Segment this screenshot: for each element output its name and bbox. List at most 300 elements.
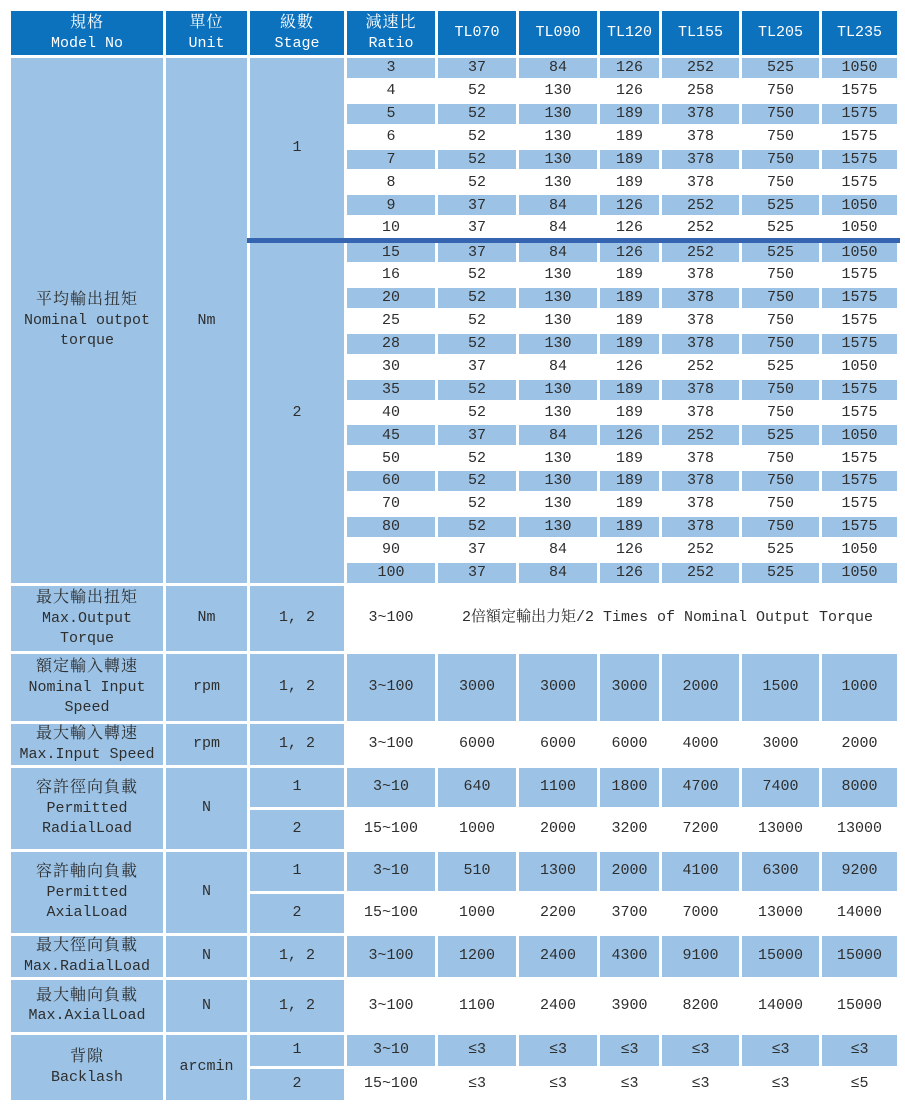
value-cell-TL090: 130 <box>518 332 599 355</box>
value-cell-TL090: 130 <box>518 125 599 148</box>
ratio-cell: 35 <box>346 378 437 401</box>
unit-permitted-radial-load: N <box>165 766 249 850</box>
value-cell-TL235: 1050 <box>821 424 899 447</box>
col-header-tl205: TL205 <box>741 10 821 57</box>
value-cell-TL070: 1100 <box>437 978 518 1033</box>
value-cell-TL235: 1575 <box>821 102 899 125</box>
value-cell-TL070: 37 <box>437 424 518 447</box>
ratio-cell: 90 <box>346 538 437 561</box>
value-cell-TL120: 126 <box>599 240 661 264</box>
col-header-unit <box>165 10 249 57</box>
value-cell-TL090: 130 <box>518 148 599 171</box>
value-cell-TL205: 13000 <box>741 808 821 850</box>
value-cell-TL090: 84 <box>518 194 599 217</box>
col-header-model-no <box>10 10 165 57</box>
value-cell-TL070: 37 <box>437 355 518 378</box>
value-cell-TL120: 189 <box>599 148 661 171</box>
value-cell-TL205: 750 <box>741 79 821 102</box>
ratio-cell: 9 <box>346 194 437 217</box>
col-header-tl070: TL070 <box>437 10 518 57</box>
stage-cell: 1 <box>249 1033 346 1067</box>
value-cell-TL235: 1575 <box>821 493 899 516</box>
stage-cell: 2 <box>249 892 346 934</box>
value-cell-TL120: 189 <box>599 264 661 287</box>
value-cell-TL235: 1575 <box>821 171 899 194</box>
ratio-cell: 16 <box>346 264 437 287</box>
value-cell-TL070: 52 <box>437 470 518 493</box>
col-header-stage <box>249 10 346 57</box>
value-cell-TL205: 7400 <box>741 766 821 808</box>
ratio-cell: 100 <box>346 561 437 584</box>
value-cell-TL120: 126 <box>599 355 661 378</box>
value-cell-TL120: 126 <box>599 57 661 80</box>
ratio-cell: 3~10 <box>346 766 437 808</box>
stage-cell: 1, 2 <box>249 978 346 1033</box>
value-cell-TL235: 1050 <box>821 217 899 241</box>
ratio-cell: 80 <box>346 516 437 539</box>
value-cell-TL120: 2000 <box>599 850 661 892</box>
permitted-axial-load-row-1 <box>10 850 899 892</box>
label-line: 最大軸向負載 <box>35 986 138 1005</box>
value-cell-TL070: 37 <box>437 194 518 217</box>
value-cell-TL235: 1000 <box>821 652 899 722</box>
value-cell-TL070: 52 <box>437 493 518 516</box>
unit-max-input-speed: rpm <box>165 722 249 766</box>
ratio-cell: 4 <box>346 79 437 102</box>
value-cell-TL155: 258 <box>661 79 741 102</box>
header-ratio-en: Ratio <box>368 34 414 52</box>
value-cell-TL090: 84 <box>518 561 599 584</box>
value-cell-TL235: 1050 <box>821 355 899 378</box>
value-cell-TL235: 8000 <box>821 766 899 808</box>
value-cell-TL155: 7000 <box>661 892 741 934</box>
label-line: 容許徑向負載 <box>35 779 138 798</box>
value-cell-TL070: 52 <box>437 378 518 401</box>
stage-cell: 1 <box>249 766 346 808</box>
ratio-cell: 60 <box>346 470 437 493</box>
value-cell-TL155: 378 <box>661 102 741 125</box>
value-cell-TL090: 130 <box>518 102 599 125</box>
value-cell-TL205: 750 <box>741 125 821 148</box>
value-cell-TL155: 252 <box>661 561 741 584</box>
value-cell-TL155: 252 <box>661 240 741 264</box>
value-cell-TL235: 15000 <box>821 978 899 1033</box>
value-cell-TL090: 84 <box>518 355 599 378</box>
unit-backlash: arcmin <box>165 1033 249 1101</box>
value-cell-TL155: 4700 <box>661 766 741 808</box>
value-cell-TL120: 3900 <box>599 978 661 1033</box>
value-cell-TL205: 750 <box>741 102 821 125</box>
label-line: 最大輸入轉速 <box>35 725 138 744</box>
col-header-ratio <box>346 10 437 57</box>
value-cell-TL155: 378 <box>661 171 741 194</box>
ratio-cell: 40 <box>346 401 437 424</box>
value-cell-TL120: 189 <box>599 125 661 148</box>
ratio-cell: 8 <box>346 171 437 194</box>
ratio-cell: 3 <box>346 57 437 80</box>
label-line: Max.RadialLoad <box>23 957 151 975</box>
value-cell-TL235: 1575 <box>821 125 899 148</box>
value-cell-TL090: 2000 <box>518 808 599 850</box>
value-cell-TL070: 52 <box>437 148 518 171</box>
table-body <box>10 57 899 1102</box>
value-cell-TL235: 1575 <box>821 401 899 424</box>
value-cell-TL120: 126 <box>599 194 661 217</box>
value-cell-TL235: 13000 <box>821 808 899 850</box>
col-header-tl235: TL235 <box>821 10 899 57</box>
value-cell-TL235: 1575 <box>821 516 899 539</box>
value-cell-TL155: 378 <box>661 332 741 355</box>
value-cell-TL155: 252 <box>661 57 741 80</box>
value-cell-TL155: ≤3 <box>661 1033 741 1067</box>
header-model-no-zh: 規格 <box>69 13 104 32</box>
value-cell-TL155: 378 <box>661 310 741 333</box>
label-line: AxialLoad <box>46 903 128 921</box>
ratio-cell: 15~100 <box>346 808 437 850</box>
value-cell-TL090: 130 <box>518 264 599 287</box>
table-header <box>10 10 899 57</box>
ratio-cell: 28 <box>346 332 437 355</box>
value-cell-TL120: 189 <box>599 401 661 424</box>
row-label-max-input-speed <box>10 722 165 766</box>
max-output-torque-row-1 <box>10 584 899 652</box>
value-cell-TL070: 1000 <box>437 892 518 934</box>
value-cell-TL070: 37 <box>437 561 518 584</box>
value-cell-TL235: 14000 <box>821 892 899 934</box>
value-cell-TL155: 252 <box>661 538 741 561</box>
header-stage-en: Stage <box>274 34 320 52</box>
header-row <box>10 10 899 57</box>
value-cell-TL235: 1575 <box>821 264 899 287</box>
value-cell-TL205: 14000 <box>741 978 821 1033</box>
value-cell-TL235: 1050 <box>821 194 899 217</box>
label-line: 容許軸向負載 <box>35 863 138 882</box>
value-cell-TL120: 6000 <box>599 722 661 766</box>
value-cell-TL070: ≤3 <box>437 1033 518 1067</box>
ratio-cell: 3~100 <box>346 978 437 1033</box>
value-cell-TL155: 252 <box>661 217 741 241</box>
value-cell-TL070: 52 <box>437 125 518 148</box>
label-line: Torque <box>59 629 114 647</box>
label-line: Permitted <box>46 884 128 902</box>
value-cell-TL205: 1500 <box>741 652 821 722</box>
value-cell-TL090: 6000 <box>518 722 599 766</box>
label-line: Max.AxialLoad <box>28 1007 146 1025</box>
col-header-tl090: TL090 <box>518 10 599 57</box>
value-cell-TL205: 3000 <box>741 722 821 766</box>
value-cell-TL120: 189 <box>599 447 661 470</box>
row-label-nominal-torque <box>10 57 165 585</box>
value-cell-TL120: 126 <box>599 538 661 561</box>
value-cell-TL070: 37 <box>437 538 518 561</box>
value-cell-TL120: 3000 <box>599 652 661 722</box>
value-cell-TL090: ≤3 <box>518 1067 599 1101</box>
value-cell-TL120: ≤3 <box>599 1033 661 1067</box>
value-cell-TL120: 189 <box>599 287 661 310</box>
ratio-cell: 45 <box>346 424 437 447</box>
value-cell-TL120: 189 <box>599 310 661 333</box>
value-cell-TL205: 525 <box>741 424 821 447</box>
label-line: Max.Input Speed <box>19 745 155 763</box>
value-cell-TL120: 126 <box>599 561 661 584</box>
value-cell-TL155: 378 <box>661 401 741 424</box>
value-cell-TL155: 378 <box>661 447 741 470</box>
value-cell-TL070: 52 <box>437 79 518 102</box>
row-label-permitted-axial-load <box>10 850 165 934</box>
value-cell-TL155: 378 <box>661 264 741 287</box>
value-cell-TL090: 130 <box>518 171 599 194</box>
value-cell-TL090: 130 <box>518 378 599 401</box>
ratio-cell: 7 <box>346 148 437 171</box>
value-cell-TL070: 510 <box>437 850 518 892</box>
row-label-permitted-radial-load <box>10 766 165 850</box>
header-ratio-zh: 減速比 <box>365 13 417 32</box>
permitted-radial-load-row-1 <box>10 766 899 808</box>
value-cell-TL155: 9100 <box>661 934 741 978</box>
value-cell-TL090: 1300 <box>518 850 599 892</box>
stage-cell: 2 <box>249 1067 346 1101</box>
value-cell-TL205: 525 <box>741 217 821 241</box>
unit-permitted-axial-load: N <box>165 850 249 934</box>
value-cell-TL120: 189 <box>599 516 661 539</box>
row-label-max-axial-load <box>10 978 165 1033</box>
value-cell-TL090: 130 <box>518 79 599 102</box>
value-cell-TL090: 84 <box>518 424 599 447</box>
value-cell-TL205: 750 <box>741 171 821 194</box>
value-cell-TL205: 750 <box>741 401 821 424</box>
label-line: Permitted <box>46 800 128 818</box>
label-line: RadialLoad <box>41 819 132 837</box>
value-cell-TL205: 525 <box>741 240 821 264</box>
value-cell-TL235: 1575 <box>821 332 899 355</box>
max-input-speed-row-1 <box>10 722 899 766</box>
value-cell-TL120: 189 <box>599 332 661 355</box>
value-cell-TL155: 378 <box>661 148 741 171</box>
value-cell-TL155: 8200 <box>661 978 741 1033</box>
value-cell-TL155: 378 <box>661 516 741 539</box>
value-cell-TL235: 1575 <box>821 310 899 333</box>
ratio-cell: 30 <box>346 355 437 378</box>
ratio-cell: 6 <box>346 125 437 148</box>
value-cell-TL235: 1575 <box>821 470 899 493</box>
row-label-nominal-input-speed <box>10 652 165 722</box>
value-cell-TL120: ≤3 <box>599 1067 661 1101</box>
label-line: 最大徑向負載 <box>35 937 138 956</box>
value-cell-TL090: 84 <box>518 240 599 264</box>
value-cell-TL070: 52 <box>437 102 518 125</box>
label-line: 額定輸入轉速 <box>35 658 138 677</box>
row-label-backlash <box>10 1033 165 1101</box>
value-cell-TL070: 1000 <box>437 808 518 850</box>
value-cell-TL090: 2400 <box>518 934 599 978</box>
ratio-cell: 3~100 <box>346 652 437 722</box>
value-cell-TL120: 189 <box>599 102 661 125</box>
value-cell-TL120: 4300 <box>599 934 661 978</box>
nominal-input-speed-row-1 <box>10 652 899 722</box>
stage-cell: 1, 2 <box>249 584 346 652</box>
value-cell-TL070: 37 <box>437 217 518 241</box>
value-cell-TL090: 130 <box>518 516 599 539</box>
ratio-cell: 50 <box>346 447 437 470</box>
ratio-cell: 15~100 <box>346 1067 437 1101</box>
value-cell-TL120: 189 <box>599 171 661 194</box>
ratio-cell: 70 <box>346 493 437 516</box>
unit-max-output-torque: Nm <box>165 584 249 652</box>
value-cell-TL070: 52 <box>437 401 518 424</box>
value-cell-TL205: ≤3 <box>741 1033 821 1067</box>
value-cell-TL090: 2200 <box>518 892 599 934</box>
value-cell-TL070: 52 <box>437 264 518 287</box>
value-cell-TL090: ≤3 <box>518 1033 599 1067</box>
value-cell-TL235: 1050 <box>821 57 899 80</box>
value-cell-TL090: 130 <box>518 401 599 424</box>
value-cell-TL090: 130 <box>518 287 599 310</box>
label-line: Nominal Input <box>28 679 146 697</box>
value-cell-TL090: 2400 <box>518 978 599 1033</box>
unit-max-radial-load: N <box>165 934 249 978</box>
ratio-cell: 15 <box>346 240 437 264</box>
value-cell-TL205: 525 <box>741 355 821 378</box>
value-cell-TL120: 126 <box>599 424 661 447</box>
value-cell-TL155: 378 <box>661 493 741 516</box>
ratio-cell: 3~10 <box>346 850 437 892</box>
value-cell-TL120: 189 <box>599 378 661 401</box>
value-cell-TL090: 84 <box>518 538 599 561</box>
row-label-max-output-torque <box>10 584 165 652</box>
value-cell-TL070: 6000 <box>437 722 518 766</box>
value-cell-TL205: 750 <box>741 148 821 171</box>
value-cell-TL090: 130 <box>518 310 599 333</box>
value-cell-TL070: 3000 <box>437 652 518 722</box>
value-cell-TL235: ≤5 <box>821 1067 899 1101</box>
ratio-cell: 20 <box>346 287 437 310</box>
label-line: 背隙 <box>69 1048 104 1067</box>
label-line: Speed <box>64 698 110 716</box>
value-cell-TL205: 750 <box>741 264 821 287</box>
value-cell-TL235: 1050 <box>821 561 899 584</box>
value-cell-TL120: 3700 <box>599 892 661 934</box>
value-cell-TL235: 1575 <box>821 378 899 401</box>
value-cell-TL070: 52 <box>437 447 518 470</box>
value-cell-TL090: 1100 <box>518 766 599 808</box>
max-radial-load-row-1 <box>10 934 899 978</box>
value-cell-TL205: 13000 <box>741 892 821 934</box>
label-line: 最大輸出扭矩 <box>35 589 138 608</box>
value-cell-TL070: 52 <box>437 516 518 539</box>
value-cell-TL205: ≤3 <box>741 1067 821 1101</box>
ratio-cell: 10 <box>346 217 437 241</box>
value-cell-TL155: 378 <box>661 125 741 148</box>
label-line: Backlash <box>50 1068 123 1086</box>
value-cell-TL235: 1575 <box>821 79 899 102</box>
torque-row-ratio-3 <box>10 57 899 80</box>
value-cell-TL205: 750 <box>741 516 821 539</box>
value-cell-TL090: 130 <box>518 470 599 493</box>
value-cell-TL090: 84 <box>518 217 599 241</box>
row-label-max-radial-load <box>10 934 165 978</box>
value-cell-TL205: 15000 <box>741 934 821 978</box>
max-axial-load-row-1 <box>10 978 899 1033</box>
header-model-no-en: Model No <box>50 34 123 52</box>
value-cell-TL120: 189 <box>599 470 661 493</box>
ratio-cell: 25 <box>346 310 437 333</box>
value-cell-TL070: 37 <box>437 57 518 80</box>
value-cell-TL155: 252 <box>661 424 741 447</box>
value-cell-TL070: 52 <box>437 287 518 310</box>
value-cell-TL155: 378 <box>661 378 741 401</box>
label-line: Max.Output <box>41 610 132 628</box>
header-unit-zh: 單位 <box>189 13 224 32</box>
value-cell-TL235: 2000 <box>821 722 899 766</box>
value-cell-TL120: 126 <box>599 79 661 102</box>
header-unit-en: Unit <box>188 34 225 52</box>
value-cell-TL090: 130 <box>518 493 599 516</box>
value-cell-TL090: 130 <box>518 447 599 470</box>
backlash-row-1 <box>10 1033 899 1067</box>
label-line: Nominal outpot <box>23 312 151 330</box>
value-cell-TL155: 2000 <box>661 652 741 722</box>
value-cell-TL235: 15000 <box>821 934 899 978</box>
value-cell-TL070: 52 <box>437 171 518 194</box>
value-cell-TL155: 378 <box>661 470 741 493</box>
unit-nominal-input-speed: rpm <box>165 652 249 722</box>
value-cell-TL235: 9200 <box>821 850 899 892</box>
stage-cell: 1, 2 <box>249 652 346 722</box>
value-cell-TL235: 1050 <box>821 240 899 264</box>
value-cell-TL205: 6300 <box>741 850 821 892</box>
value-cell-TL155: 378 <box>661 287 741 310</box>
stage-cell: 1, 2 <box>249 722 346 766</box>
ratio-cell: 3~100 <box>346 584 437 652</box>
label-line: 平均輸出扭矩 <box>35 291 138 310</box>
value-cell-TL205: 750 <box>741 287 821 310</box>
spec-table <box>8 8 900 1103</box>
value-cell-TL205: 750 <box>741 378 821 401</box>
value-cell-TL120: 1800 <box>599 766 661 808</box>
value-cell-TL155: 7200 <box>661 808 741 850</box>
ratio-cell: 5 <box>346 102 437 125</box>
ratio-cell: 3~100 <box>346 934 437 978</box>
value-cell-TL070: 37 <box>437 240 518 264</box>
value-cell-TL205: 525 <box>741 194 821 217</box>
ratio-cell: 15~100 <box>346 892 437 934</box>
value-cell-TL205: 750 <box>741 493 821 516</box>
stage-cell: 2 <box>249 808 346 850</box>
value-cell-TL120: 3200 <box>599 808 661 850</box>
stage-cell: 1 <box>249 850 346 892</box>
ratio-cell: 3~10 <box>346 1033 437 1067</box>
merged-note: 2倍額定輸出力矩/2 Times of Nominal Output Torque <box>437 584 899 652</box>
header-stage-zh: 級數 <box>279 13 314 32</box>
value-cell-TL090: 3000 <box>518 652 599 722</box>
unit-max-axial-load: N <box>165 978 249 1033</box>
value-cell-TL070: 640 <box>437 766 518 808</box>
value-cell-TL155: 252 <box>661 194 741 217</box>
unit-nominal-torque: Nm <box>165 57 249 585</box>
value-cell-TL155: ≤3 <box>661 1067 741 1101</box>
stage-cell-2: 2 <box>249 240 346 584</box>
ratio-cell: 3~100 <box>346 722 437 766</box>
value-cell-TL120: 126 <box>599 217 661 241</box>
col-header-tl155: TL155 <box>661 10 741 57</box>
value-cell-TL155: 252 <box>661 355 741 378</box>
value-cell-TL120: 189 <box>599 493 661 516</box>
value-cell-TL155: 4100 <box>661 850 741 892</box>
value-cell-TL070: ≤3 <box>437 1067 518 1101</box>
value-cell-TL205: 750 <box>741 332 821 355</box>
value-cell-TL205: 750 <box>741 447 821 470</box>
stage-cell: 1, 2 <box>249 934 346 978</box>
